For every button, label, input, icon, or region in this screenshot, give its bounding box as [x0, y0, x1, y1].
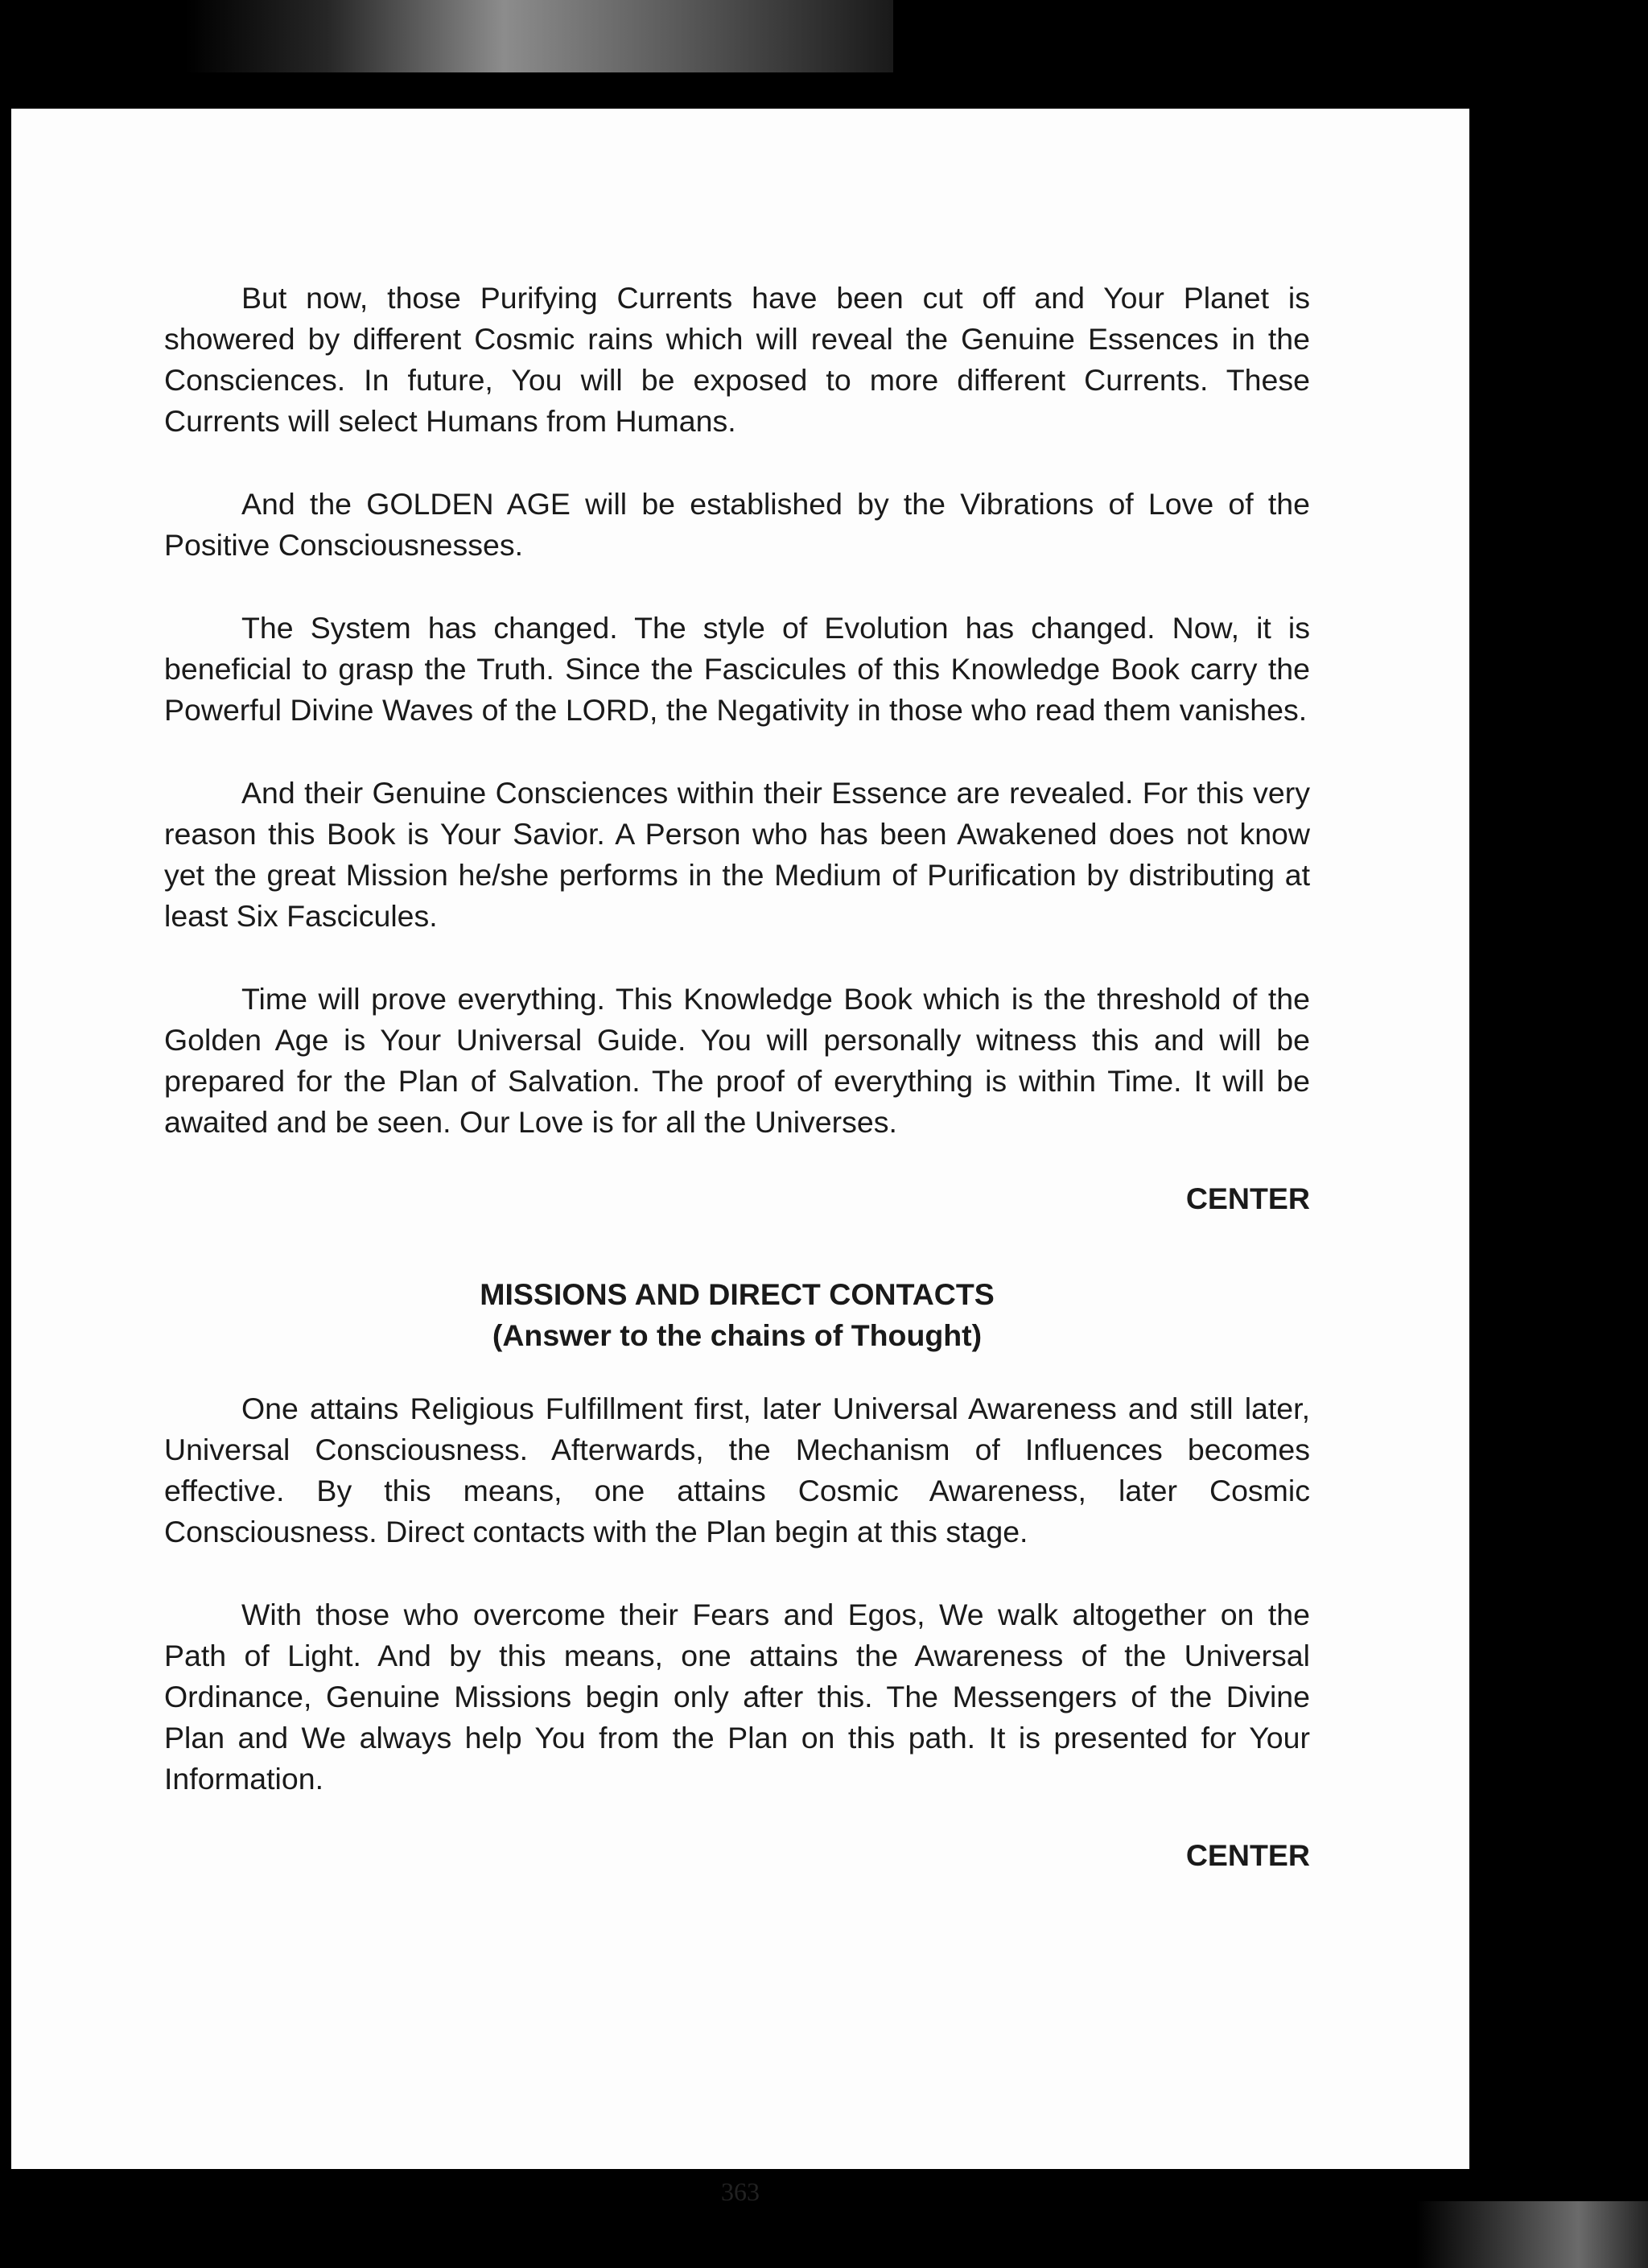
section-title: MISSIONS AND DIRECT CONTACTS	[480, 1277, 995, 1311]
scan-border-right	[1469, 109, 1648, 2169]
scan-artifact-top	[185, 0, 893, 72]
signature: CENTER	[1185, 1838, 1310, 1872]
paragraph: And their Genuine Consciences within their Essence are revealed. For this very reason this Book is Your Savior. A Person who has been Awakened does not know yet the great Mission he/she performs in the Medium of Purification by distributing at least Six Fascicules.	[164, 776, 1310, 933]
scan-artifact-bottom	[1416, 2201, 1648, 2268]
paragraph: With those who overcome their Fears and Egos, We walk altogether on the Path of Light. And by this means, one attains the Awareness of the Universal Ordinance, Genuine Missions begin only after this. The Messengers of the Divine Plan and We always help You from the Plan on this path. It is presented for Your Information.	[164, 1598, 1310, 1796]
paragraph: But now, those Purifying Currents have been cut off and Your Planet is showered by different Cosmic rains which will reveal the Genuine Essences in the Consciences. In future, You will be exposed to more different Currents. These Currents will select Humans from Humans.	[164, 281, 1310, 438]
paragraph: And the GOLDEN AGE will be established by the Vibrations of Love of the Positive Consciousnesses.	[164, 487, 1310, 562]
paragraph: One attains Religious Fulfillment first, later Universal Awareness and still later, Universal Consciousness. Afterwards, the Mechanism of Influences becomes effective. By this means, one attains Cosmic Awareness, later Cosmic Consciousness. Direct contacts with the Plan begin at this stage.	[164, 1392, 1310, 1548]
section-subtitle: (Answer to the chains of Thought)	[492, 1318, 983, 1352]
book-page	[11, 109, 1469, 2206]
signature: CENTER	[1185, 1181, 1310, 1215]
paragraph: The System has changed. The style of Evolution has changed. Now, it is beneficial to grasp the Truth. Since the Fascicules of this Knowledge Book carry the Powerful Divine Waves of the LORD, the Negativity in those who read them vanishes.	[164, 611, 1310, 727]
paragraph: Time will prove everything. This Knowledge Book which is the threshold of the Golden Age is Your Universal Guide. You will personally witness this and will be prepared for the Plan of Salvation. The proof of everything is within Time. It will be awaited and be seen. Our Love is for all the Universes.	[164, 982, 1310, 1139]
section-heading	[164, 1274, 1310, 1356]
page-content	[164, 278, 1310, 1931]
page-number: 363	[721, 2177, 760, 2206]
